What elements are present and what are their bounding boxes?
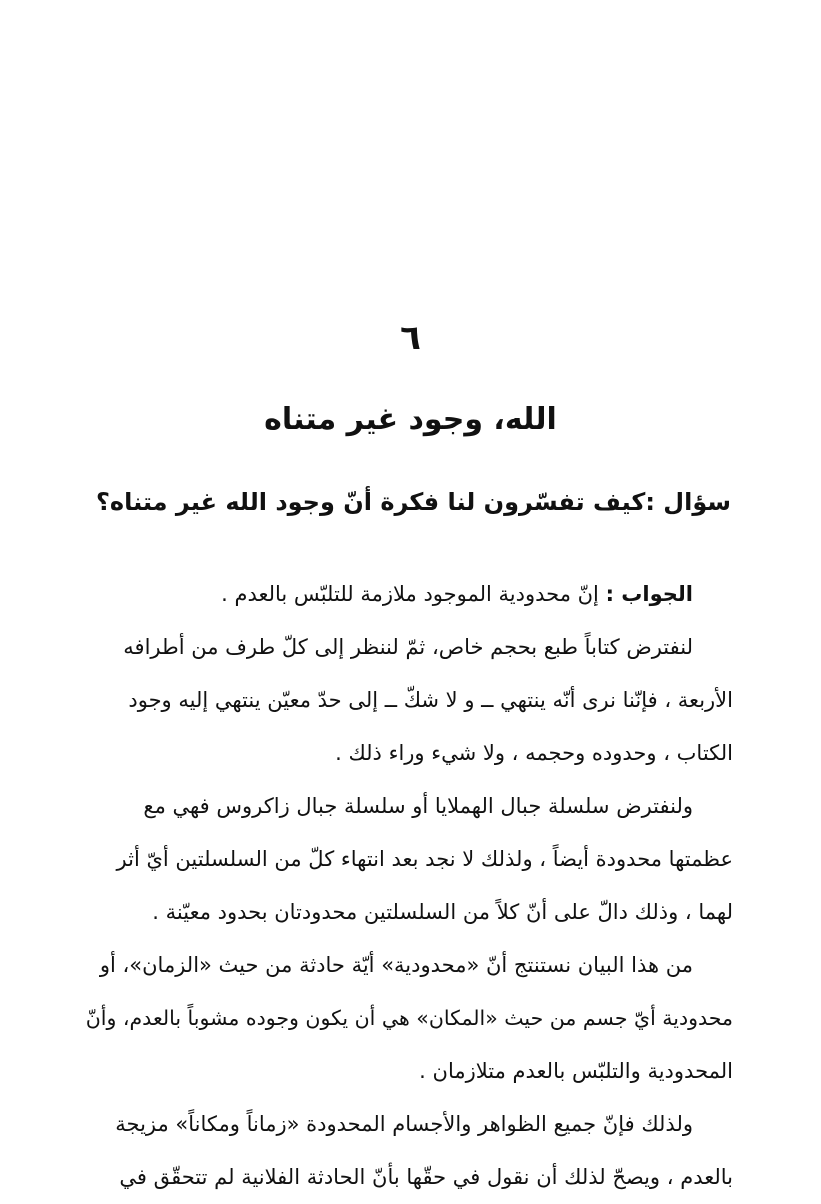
text-line: الكتاب ، وحدوده وحجمه ، ولا شيء وراء ذلك . — [335, 741, 733, 765]
chapter-title: الله، وجود غير متناه — [264, 402, 557, 437]
text-line: المحدودية والتلبّس بالعدم متلازمان . — [419, 1059, 733, 1083]
text-line: ولذلك فإنّ جميع الظواهر والأجسام المحدودة «زماناً ومكاناً» مزيجة — [115, 1112, 693, 1136]
text-line: محدودية أيّ جسم من حيث «المكان» هي أن يكون وجوده مشوباً بالعدم، وأنّ — [85, 1006, 733, 1030]
text-line: عظمتها محدودة أيضاً ، ولذلك لا نجد بعد انتهاء كلّ من السلسلتين أيّ أثر — [116, 847, 733, 871]
text-line: من هذا البيان نستنتج أنّ «محدودية» أيّة حادثة من حيث «الزمان»، أو — [99, 953, 693, 977]
answer-paragraph — [87, 568, 733, 621]
answer-label: الجواب : — [605, 582, 693, 606]
text-line: ولنفترض سلسلة جبال الهملايا أو سلسلة جبال زاكروس فهي مع — [143, 794, 693, 818]
text-line: لنفترض كتاباً طبع بحجم خاص، ثمّ لننظر إلى كلّ طرف من أطرافه — [123, 635, 693, 659]
question-heading: سؤال :كيف تفسّرون لنا فكرة أنّ وجود الله غير متناه؟ — [95, 488, 731, 516]
text-line: الأربعة ، فإنّنا نرى أنّه ينتهي ــ و لا شكّ ــ إلى حدّ معيّن ينتهي إليه وجود — [128, 688, 733, 712]
body-text — [87, 568, 733, 1204]
chapter-number: ٦ — [400, 318, 421, 358]
answer-first-line: إنّ محدودية الموجود ملازمة للتلبّس بالعدم . — [221, 582, 599, 606]
text-line: لهما ، وذلك دالّ على أنّ كلاً من السلسلتين محدودتان بحدود معيّنة . — [152, 900, 733, 924]
text-line: بالعدم ، ويصحّ لذلك أن نقول في حقّها بأنّ الحادثة الفلانية لم تتحقّق في — [119, 1165, 733, 1189]
